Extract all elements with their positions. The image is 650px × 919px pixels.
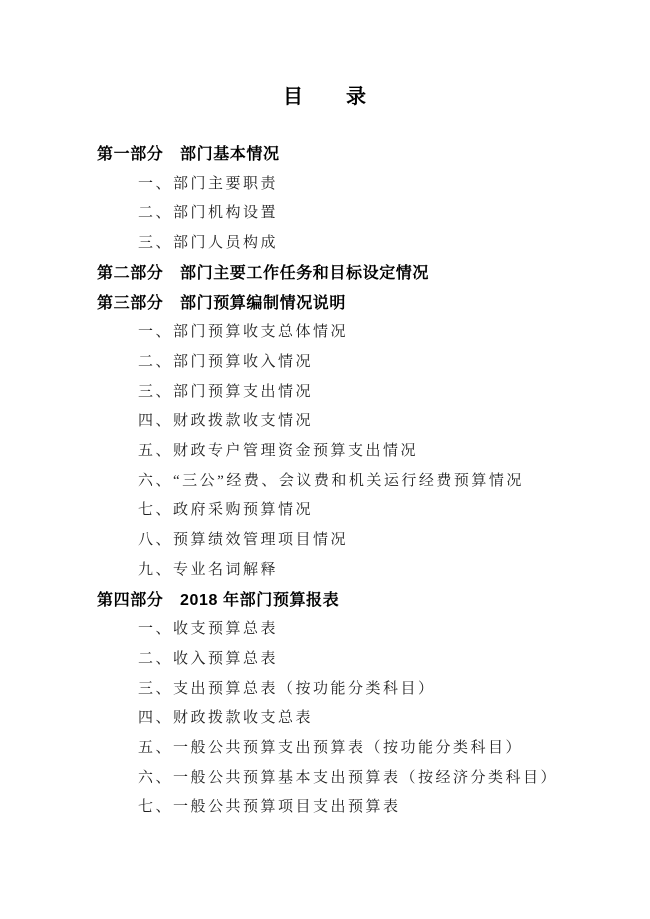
toc-item: 四、财政拨款收支情况 bbox=[138, 413, 314, 430]
page-title: 目 录 bbox=[283, 86, 367, 108]
table-of-contents bbox=[0, 140, 650, 823]
toc-item: 二、部门预算收入情况 bbox=[138, 353, 314, 370]
toc-item: 五、财政专户管理资金预算支出情况 bbox=[138, 443, 419, 460]
toc-item: 一、部门预算收支总体情况 bbox=[138, 324, 349, 341]
toc-item: 一、部门主要职责 bbox=[138, 175, 279, 192]
toc-item: 八、预算绩效管理项目情况 bbox=[138, 532, 349, 549]
toc-item: 三、支出预算总表（按功能分类科目） bbox=[138, 680, 436, 697]
toc-item: 四、财政拨款收支总表 bbox=[138, 710, 314, 727]
toc-item: 三、部门预算支出情况 bbox=[138, 383, 314, 400]
toc-item: 二、收入预算总表 bbox=[138, 650, 279, 667]
toc-item: 二、部门机构设置 bbox=[138, 205, 279, 222]
toc-section-heading-3: 第三部分 部门预算编制情况说明 bbox=[97, 294, 347, 312]
toc-item: 七、一般公共预算项目支出预算表 bbox=[138, 799, 401, 816]
toc-item: 六、一般公共预算基本支出预算表（按经济分类科目） bbox=[138, 769, 559, 786]
toc-item: 九、专业名词解释 bbox=[138, 561, 279, 578]
toc-section-heading-2: 第二部分 部门主要工作任务和目标设定情况 bbox=[97, 264, 430, 282]
toc-section-heading-1: 第一部分 部门基本情况 bbox=[97, 146, 280, 163]
toc-item: 五、一般公共预算支出预算表（按功能分类科目） bbox=[138, 740, 524, 757]
toc-item: 三、部门人员构成 bbox=[138, 235, 279, 252]
toc-section-heading-4: 第四部分 2018 年部门预算报表 bbox=[97, 591, 340, 609]
toc-item: 一、收支预算总表 bbox=[138, 621, 279, 638]
toc-item: 六、“三公”经费、会议费和机关运行经费预算情况 bbox=[138, 472, 524, 489]
toc-item: 七、政府采购预算情况 bbox=[138, 502, 314, 519]
